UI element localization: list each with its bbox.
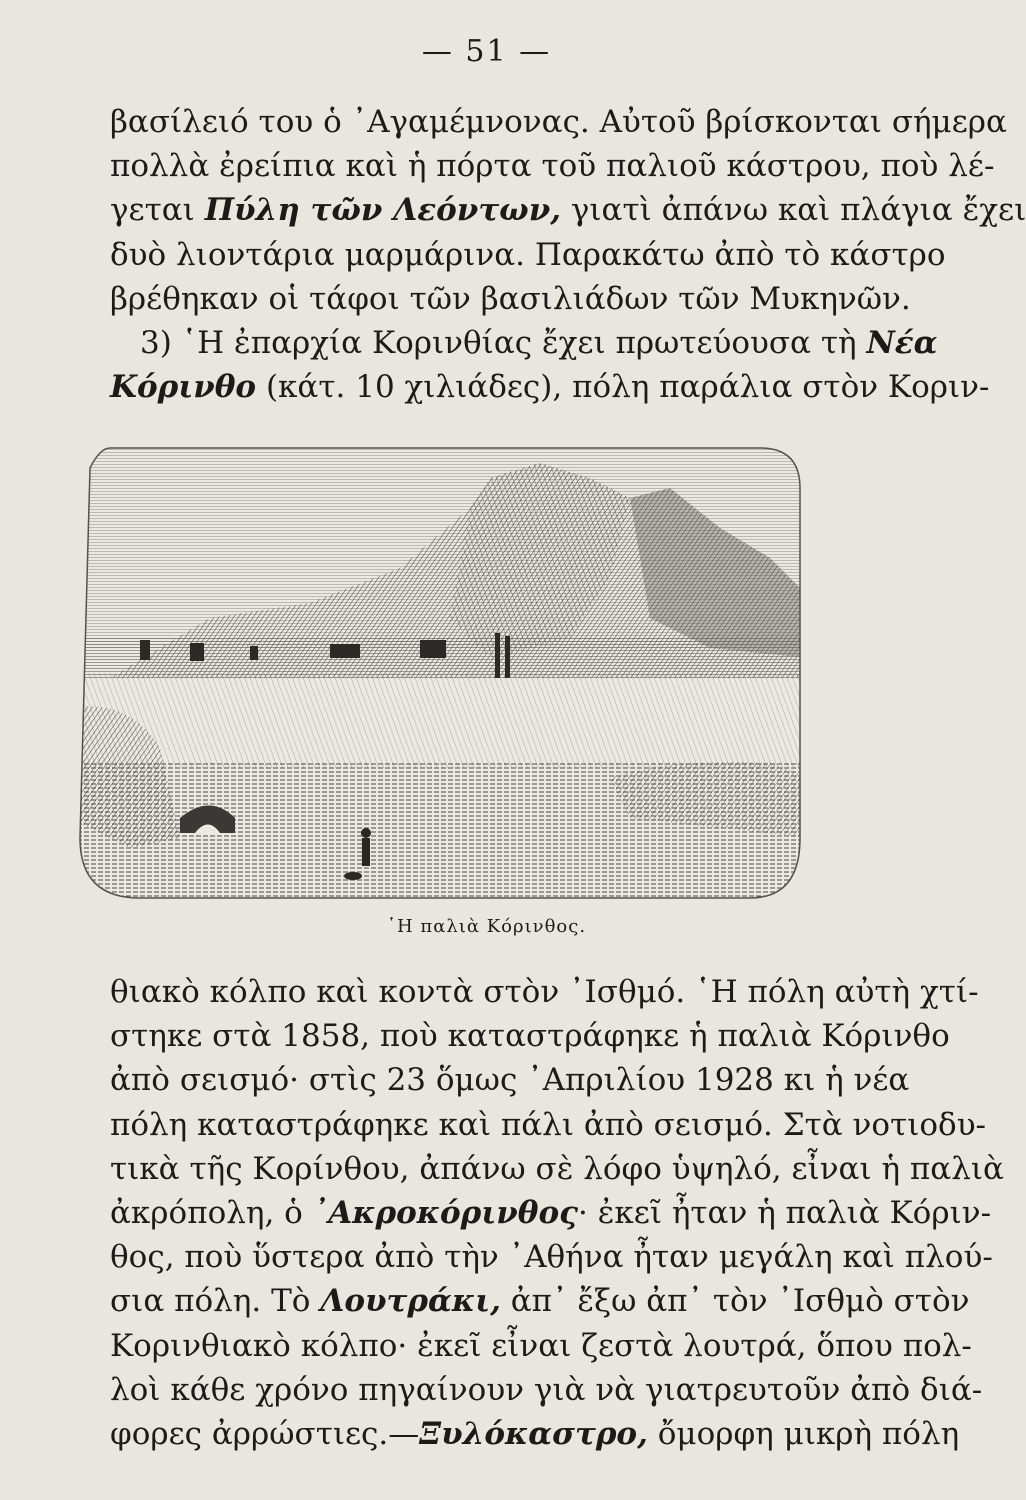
text-run: (κάτ. 10 χιλιάδες), πόλη παράλια στὸν Κοριν- <box>256 369 990 406</box>
text-line <box>110 1058 910 1102</box>
text-line <box>110 321 938 365</box>
engraving-image <box>70 418 810 918</box>
text-line <box>110 1279 970 1323</box>
text-run: ἀπὸ σεισμό· στὶς 23 ὅμως ᾿Απριλίου 1928 κι ἡ νέα <box>110 1062 910 1099</box>
text-run: βασίλειό του ὁ ᾿Αγαμέμνονας. Αὐτοῦ βρίσκονται σήμερα <box>110 104 1007 140</box>
bold-italic-term: Λουτράκι, <box>320 1283 501 1320</box>
text-run: στηκε στὰ 1858, ποὺ καταστράφηκε ἡ παλιὰ Κόρινθο <box>110 1018 950 1055</box>
text-line <box>110 1191 992 1235</box>
bold-italic-term: Νέα <box>866 324 938 361</box>
text-run: · ἐκεῖ ἦταν ἡ παλιὰ Κόριν- <box>578 1194 992 1231</box>
bold-italic-term: Ξυλόκαστρο, <box>419 1415 648 1452</box>
paragraph-top <box>110 100 1026 409</box>
text-run: πολλὰ ἐρείπια καὶ ἡ πόρτα τοῦ παλιοῦ κάστρου, ποὺ λέ- <box>110 148 995 185</box>
text-run: δυὸ λιοντάρια μαρμάρινα. Παρακάτω ἀπὸ τὸ κάστρο <box>110 236 946 273</box>
text-line <box>110 144 995 188</box>
text-line <box>110 1014 950 1058</box>
bold-italic-term: ᾿Ακροκόρινθος <box>312 1194 579 1231</box>
text-run: λοὶ κάθε χρόνο πηγαίνουν γιὰ νὰ γιατρευτοῦν ἀπὸ διά- <box>110 1371 983 1408</box>
text-run: ἀκρόπολη, ὁ <box>110 1194 313 1231</box>
text-line <box>110 188 1026 232</box>
text-run: Κορινθιακὸ κόλπο· ἐκεῖ εἶναι ζεστὰ λουτρά, ὅπου πολ- <box>110 1327 972 1364</box>
bold-italic-term: Κόρινθο <box>110 369 257 406</box>
text-run: βρέθηκαν οἱ τάφοι τῶν βασιλιάδων τῶν Μυκηνῶν. <box>110 280 911 317</box>
text-line <box>110 1324 972 1368</box>
text-run: θος, ποὺ ὕστερα ἀπὸ τὴν ᾿Αθήνα ἦταν μεγάλη καὶ πλού- <box>110 1239 993 1276</box>
text-run: πόλη καταστράφηκε καὶ πάλι ἀπὸ σεισμό. Στὰ νοτιοδυ- <box>110 1106 987 1143</box>
paragraph-bottom <box>110 970 1004 1456</box>
text-line <box>110 233 946 277</box>
text-line <box>110 1235 993 1279</box>
text-line <box>110 970 979 1014</box>
text-run: ὄμορφη μικρὴ πόλη <box>647 1415 960 1452</box>
engraving-old-corinth <box>70 418 810 918</box>
text-line <box>110 1368 983 1412</box>
text-run: 3) ῾Η ἐπαρχία Κορινθίας ἔχει πρωτεύουσα τὴ <box>140 324 867 361</box>
figure-caption: ῾Η παλιὰ Κόρινθος. <box>386 916 587 937</box>
text-line <box>110 100 1007 144</box>
text-run: φορες ἀρρώστιες.— <box>110 1415 420 1452</box>
text-line <box>110 1412 960 1456</box>
bold-italic-term: Πύλη τῶν Λεόντων, <box>204 192 561 229</box>
text-run: γεται <box>110 192 205 229</box>
text-run: γιατὶ ἀπάνω καὶ πλάγια ἔχει <box>561 192 1026 229</box>
text-run: θιακὸ κόλπο καὶ κοντὰ στὸν ᾿Ισθμό. ῾Η πόλη αὐτὴ χτί- <box>110 974 979 1010</box>
text-line <box>110 277 911 321</box>
text-line <box>110 365 990 409</box>
text-line <box>110 1103 987 1147</box>
text-line <box>110 1147 1004 1191</box>
text-run: τικὰ τῆς Κορίνθου, ἀπάνω σὲ λόφο ὑψηλό, εἶναι ἡ παλιὰ <box>110 1150 1004 1187</box>
text-run: ἀπ᾿ ἔξω ἀπ᾿ τὸν ᾿Ισθμὸ στὸν <box>500 1283 970 1320</box>
text-run: σια πόλη. Τὸ <box>110 1283 321 1320</box>
page-number: — 51 — <box>421 34 552 69</box>
